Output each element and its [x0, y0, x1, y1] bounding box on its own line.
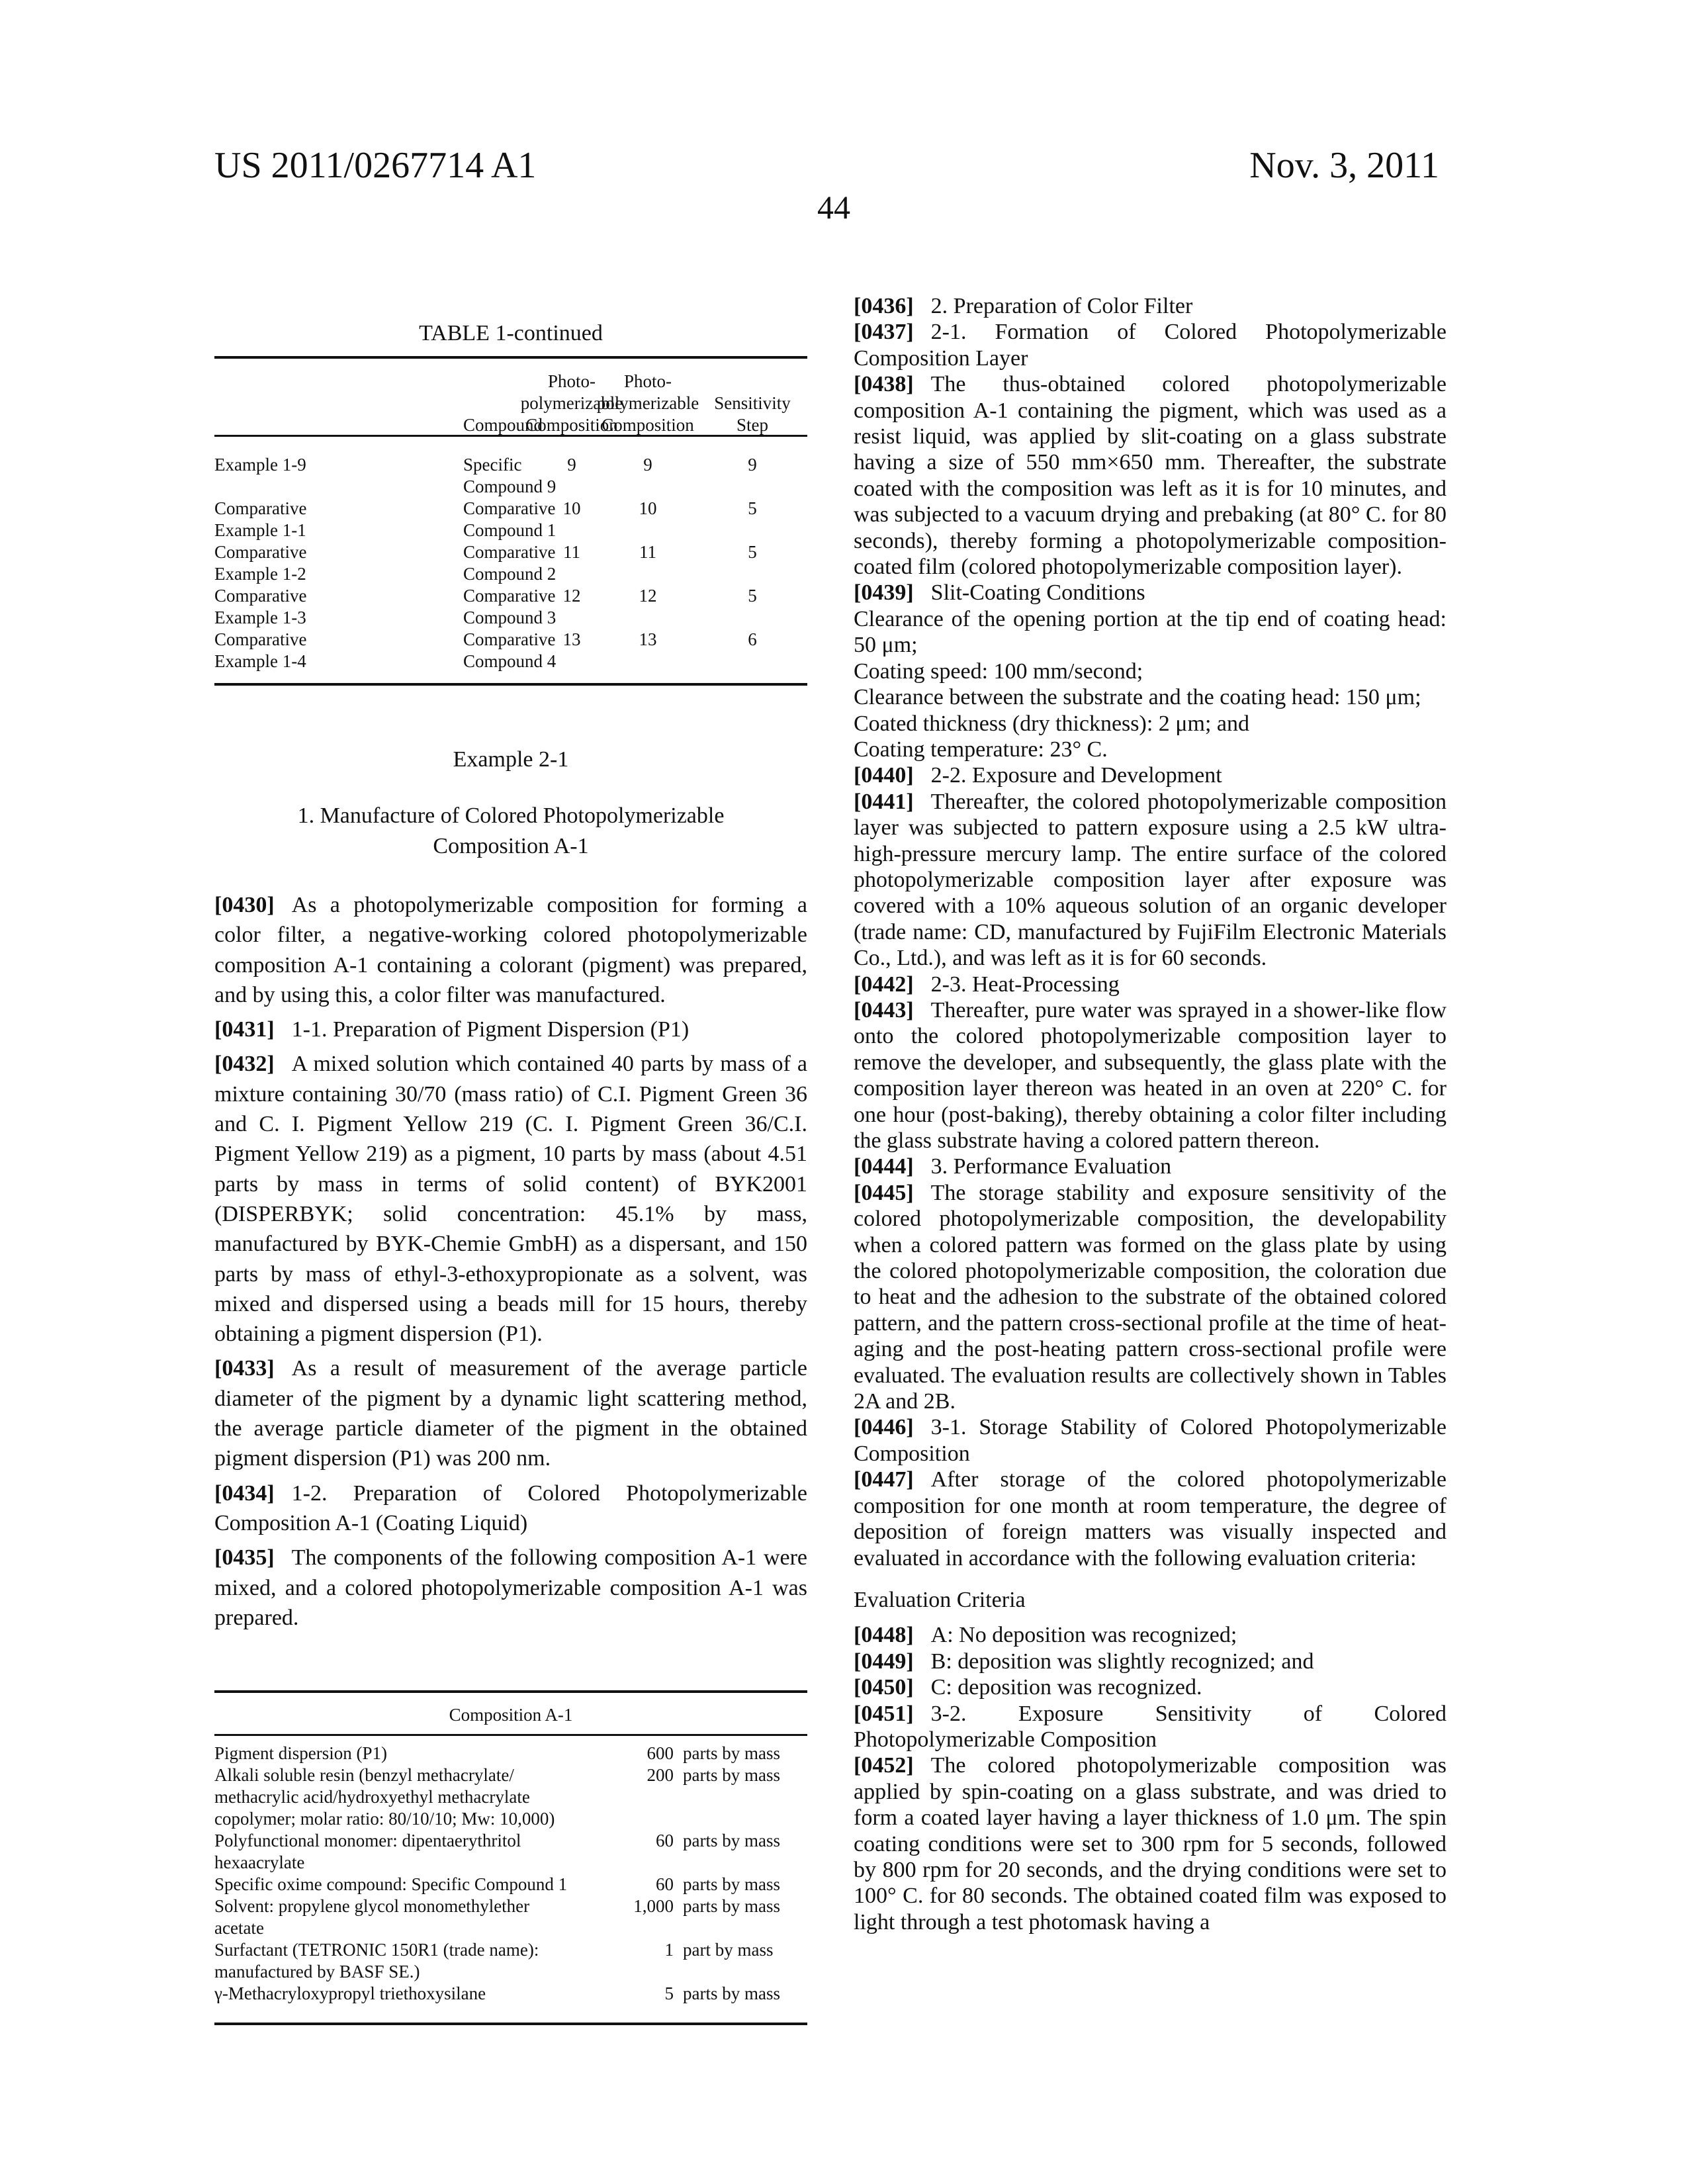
paragraph-text: The components of the following composition A-1 were mixed, and a colored photopolymerizable composition A-1 was prepared.	[214, 1545, 807, 1630]
composition-number-2: 13	[582, 629, 714, 651]
paragraph-number: [0445]	[854, 1181, 914, 1205]
subheading	[854, 1587, 1447, 1613]
paragraph	[854, 1180, 1447, 1415]
ingredient-amount: 200	[585, 1764, 674, 1786]
paragraph	[214, 1353, 807, 1473]
paragraph	[854, 1649, 1447, 1674]
composition-number: 9	[506, 454, 638, 476]
paragraph-number: [0430]	[214, 893, 275, 917]
paragraph	[854, 789, 1447, 972]
paragraph	[854, 1467, 1447, 1571]
paragraph	[854, 972, 1447, 997]
table1-header-cell: Compound	[463, 414, 543, 436]
section-heading-line2: Composition A-1	[214, 831, 807, 862]
ingredient-unit: parts by mass	[683, 1874, 780, 1895]
table1-header-cell: Sensitivity	[697, 392, 807, 414]
ingredient-amount: 1,000	[585, 1895, 674, 1917]
composition-number-2: 12	[582, 585, 714, 607]
ingredient-name: Alkali soluble resin (benzyl methacrylate/	[214, 1764, 514, 1786]
paragraph	[854, 1622, 1447, 1648]
sensitivity-step: 5	[697, 498, 807, 520]
paragraph-text: 2-2. Exposure and Development	[931, 763, 1222, 788]
sensitivity-step: 9	[697, 454, 807, 476]
compound-name: Compound 4	[463, 651, 556, 672]
paragraph-number: [0450]	[854, 1675, 914, 1700]
table1-header-cell: Step	[697, 414, 807, 436]
compound-name: Comparative	[463, 541, 555, 563]
paragraph	[854, 737, 1447, 762]
table1-header-cell: polymerizable	[506, 392, 638, 414]
paragraph-number: [0451]	[854, 1702, 914, 1726]
composition-number: 13	[506, 629, 638, 651]
sensitivity-step: 5	[697, 585, 807, 607]
row-label: Comparative	[214, 498, 306, 520]
paragraph-text: As a result of measurement of the average particle diameter of the pigment by a dynamic light scattering method, the average particle diameter of the pigment in the obtained pigment dispersion (P1) was 200 nm.	[214, 1356, 807, 1471]
composition-number: 11	[506, 541, 638, 563]
paragraph	[854, 293, 1447, 319]
compound-name: Comparative	[463, 629, 555, 651]
paragraph	[214, 890, 807, 1010]
composition-bottom-rule	[214, 2023, 807, 2025]
ingredient-unit: parts by mass	[683, 1895, 780, 1917]
row-label: Comparative	[214, 629, 306, 651]
paragraph	[854, 1154, 1447, 1179]
paragraph-number: [0432]	[214, 1052, 275, 1076]
paragraph-number: [0439]	[854, 580, 914, 605]
section-heading-line1: 1. Manufacture of Colored Photopolymerizable	[214, 801, 807, 831]
composition-number-2: 10	[582, 498, 714, 520]
table1-header-cell: polymerizable	[582, 392, 714, 414]
paragraph	[854, 319, 1447, 371]
paragraph-text: Thereafter, pure water was sprayed in a shower-like flow onto the colored photopolymerizable composition layer to remove the developer, and subsequently, the glass plate with the composition layer thereon was heated in an oven at 220° C. for one hour (post-baking), thereby obtaining a color filter including the glass substrate having a colored pattern thereon.	[854, 998, 1447, 1153]
composition-number-2: 9	[582, 454, 714, 476]
table1-header-cell: Composition	[506, 414, 638, 436]
row-label: Comparative	[214, 585, 306, 607]
paragraph	[854, 580, 1447, 606]
paragraph	[854, 711, 1447, 737]
paragraph-number: [0447]	[854, 1467, 914, 1492]
ingredient-unit: parts by mass	[683, 1983, 780, 2005]
ingredient-name: copolymer; molar ratio: 80/10/10; Mw: 10,000)	[214, 1808, 555, 1830]
publication-date: Nov. 3, 2011	[1249, 144, 1439, 187]
ingredient-amount: 5	[585, 1983, 674, 2005]
paragraph-number: [0449]	[854, 1649, 914, 1674]
compound-name: Comparative	[463, 498, 555, 520]
sensitivity-step: 6	[697, 629, 807, 651]
composition-number-2: 11	[582, 541, 714, 563]
composition-number: 10	[506, 498, 638, 520]
ingredient-name: Solvent: propylene glycol monomethylether	[214, 1895, 529, 1917]
table1-bottom-rule	[214, 683, 807, 686]
compound-name: Compound 3	[463, 607, 556, 629]
compound-name: Compound 9	[463, 476, 556, 498]
ingredient-unit: part by mass	[683, 1939, 773, 1961]
paragraph	[854, 997, 1447, 1154]
ingredient-unit: parts by mass	[683, 1743, 780, 1764]
paragraph-text: Evaluation Criteria	[854, 1588, 1026, 1612]
paragraph-number: [0436]	[854, 294, 914, 318]
paragraph	[854, 1701, 1447, 1753]
table1-header-cell: Photo-	[506, 371, 638, 392]
ingredient-unit: parts by mass	[683, 1764, 780, 1786]
paragraph-text: B: deposition was slightly recognized; and	[931, 1649, 1314, 1674]
paragraph-text: 2-3. Heat-Processing	[931, 972, 1120, 997]
paragraph	[214, 1543, 807, 1633]
row-label: Example 1-1	[214, 520, 306, 541]
ingredient-name: manufactured by BASF SE.)	[214, 1961, 420, 1983]
example-heading: Example 2-1	[214, 745, 807, 775]
ingredient-amount: 60	[585, 1830, 674, 1852]
ingredient-amount: 60	[585, 1874, 674, 1895]
paragraph-text: 1-2. Preparation of Colored Photopolymerizable Composition A-1 (Coating Liquid)	[214, 1481, 807, 1535]
paragraph	[854, 1674, 1447, 1700]
paragraph-number: [0446]	[854, 1415, 914, 1439]
paragraph-number: [0444]	[854, 1154, 914, 1179]
paragraph	[214, 1049, 807, 1349]
table1-top-rule	[214, 356, 807, 359]
table1-title: TABLE 1-continued	[214, 321, 807, 346]
paragraph-number: [0437]	[854, 320, 914, 344]
paragraph-text: A mixed solution which contained 40 parts by mass of a mixture containing 30/70 (mass ratio) of C.I. Pigment Green 36 and C. I. Pigment Yellow 219 (C. I. Pigment Green 36/C.I. Pigment Yellow 219) as a pigment, 10 parts by mass (about 4.51 parts by mass in terms of solid content) of BYK2001 (DISPERBYK; solid concentration: 45.1% by mass, manufactured by BYK-Chemie GmbH) as a dispersant, and 150 parts by mass of ethyl-3-ethoxypropionate as a solvent, was mixed and dispersed using a beads mill for 15 hours, thereby obtaining a pigment dispersion (P1).	[214, 1052, 807, 1346]
paragraph	[854, 684, 1447, 710]
table1-header-rule	[214, 435, 807, 437]
paragraph	[854, 659, 1447, 684]
patent-number: US 2011/0267714 A1	[214, 144, 536, 187]
paragraph	[214, 1479, 807, 1539]
ingredient-name: acetate	[214, 1917, 264, 1939]
composition-number: 12	[506, 585, 638, 607]
paragraph-number: [0435]	[214, 1545, 275, 1570]
paragraph-text: The thus-obtained colored photopolymerizable composition A-1 containing the pigment, which was used as a resist liquid, was applied by slit-coating on a glass substrate having a size of 550 mm×650 mm. Thereafter, the substrate coated with the composition was left as it is for 10 minutes, and was subjected to a vacuum drying and prebaking (at 80° C. for 80 seconds), thereby forming a photopolymerizable composition-coated film (colored photopolymerizable composition layer).	[854, 372, 1447, 579]
compound-name: Compound 1	[463, 520, 556, 541]
row-label: Example 1-2	[214, 563, 306, 585]
composition-header-rule	[214, 1734, 807, 1736]
paragraph-number: [0442]	[854, 972, 914, 997]
left-column-text	[214, 890, 807, 1637]
paragraph-text: As a photopolymerizable composition for forming a color filter, a negative-working colored photopolymerizable composition A-1 containing a colorant (pigment) was prepared, and by using this, a color filter was manufactured.	[214, 893, 807, 1007]
row-label: Comparative	[214, 541, 306, 563]
paragraph-text: 3-1. Storage Stability of Colored Photopolymerizable Composition	[854, 1415, 1447, 1465]
compound-name: Comparative	[463, 585, 555, 607]
table1-header-cell: Photo-	[582, 371, 714, 392]
row-label: Example 1-9	[214, 454, 306, 476]
paragraph-text: The storage stability and exposure sensitivity of the colored photopolymerizable composition, the developability when a colored pattern was formed on the glass plate by using the colored photopolymerizable composition, the coloration due to heat and the adhesion to the substrate of the obtained colored pattern, and the pattern cross-sectional profile at the time of heat-aging and the post-heating pattern cross-sectional profile were evaluated. The evaluation results are collectively shown in Tables 2A and 2B.	[854, 1181, 1447, 1414]
paragraph-text: Clearance between the substrate and the coating head: 150 μm;	[854, 685, 1421, 709]
ingredient-unit: parts by mass	[683, 1830, 780, 1852]
paragraph-text: 1-1. Preparation of Pigment Dispersion (P1)	[292, 1017, 690, 1042]
paragraph-number: [0452]	[854, 1753, 914, 1778]
composition-title: Composition A-1	[214, 1705, 807, 1725]
paragraph-text: 2. Preparation of Color Filter	[931, 294, 1193, 318]
paragraph-number: [0431]	[214, 1017, 275, 1042]
paragraph-text: C: deposition was recognized.	[931, 1675, 1202, 1700]
table1-header-cell: Composition	[582, 414, 714, 436]
paragraph-text: After storage of the colored photopolymerizable composition for one month at room temperature, the degree of deposition of foreign matters was visually inspected and evaluated in accordance with the following evaluation criteria:	[854, 1467, 1447, 1570]
page-number: 44	[781, 188, 887, 226]
paragraph-number: [0434]	[214, 1481, 275, 1506]
composition-top-rule	[214, 1690, 807, 1693]
compound-name: Specific	[463, 454, 521, 476]
ingredient-name: γ-Methacryloxypropyl triethoxysilane	[214, 1983, 486, 2005]
paragraph-text: The colored photopolymerizable composition was applied by spin-coating on a glass substrate, and was dried to form a coated layer having a layer thickness of 1.0 μm. The spin coating conditions were set to 300 rpm for 5 seconds, followed by 800 rpm for 20 seconds, and the drying conditions were set to 100° C. for 80 seconds. The obtained coated film was exposed to light through a test photomask having a	[854, 1753, 1447, 1934]
ingredient-name: methacrylic acid/hydroxyethyl methacrylate	[214, 1786, 530, 1808]
paragraph-text: 3-2. Exposure Sensitivity of Colored Photopolymerizable Composition	[854, 1702, 1447, 1752]
paragraph-text: A: No deposition was recognized;	[931, 1623, 1237, 1647]
paragraph-text: 2-1. Formation of Colored Photopolymerizable Composition Layer	[854, 320, 1447, 370]
paragraph-text: Slit-Coating Conditions	[931, 580, 1145, 605]
paragraph-text: Coating temperature: 23° C.	[854, 737, 1108, 762]
paragraph-number: [0443]	[854, 998, 914, 1023]
ingredient-name: hexaacrylate	[214, 1852, 304, 1874]
paragraph	[854, 1752, 1447, 1935]
ingredient-name: Specific oxime compound: Specific Compound 1	[214, 1874, 567, 1895]
ingredient-name: Pigment dispersion (P1)	[214, 1743, 387, 1764]
ingredient-amount: 600	[585, 1743, 674, 1764]
paragraph	[854, 371, 1447, 580]
ingredient-name: Polyfunctional monomer: dipentaerythritol	[214, 1830, 521, 1852]
paragraph-text: Coating speed: 100 mm/second;	[854, 659, 1143, 684]
paragraph-text: Clearance of the opening portion at the tip end of coating head: 50 μm;	[854, 607, 1447, 657]
right-column-text	[854, 293, 1447, 1935]
row-label: Example 1-4	[214, 651, 306, 672]
paragraph-text: Thereafter, the colored photopolymerizable composition layer was subjected to pattern exposure using a 2.5 kW ultra-high-pressure mercury lamp. The entire surface of the colored photopolymerizable composition layer after exposure was covered with a 10% aqueous solution of an organic developer (trade name: CD, manufactured by FujiFilm Electronic Materials Co., Ltd.), and was left as it is for 60 seconds.	[854, 790, 1447, 970]
paragraph-number: [0440]	[854, 763, 914, 788]
paragraph	[854, 606, 1447, 659]
paragraph-text: 3. Performance Evaluation	[931, 1154, 1171, 1179]
paragraph	[214, 1015, 807, 1044]
sensitivity-step: 5	[697, 541, 807, 563]
paragraph-number: [0433]	[214, 1356, 275, 1381]
ingredient-name: Surfactant (TETRONIC 150R1 (trade name):	[214, 1939, 539, 1961]
paragraph-number: [0438]	[854, 372, 914, 396]
paragraph-text: Coated thickness (dry thickness): 2 μm; and	[854, 711, 1249, 736]
paragraph-number: [0448]	[854, 1623, 914, 1647]
compound-name: Compound 2	[463, 563, 556, 585]
paragraph-number: [0441]	[854, 790, 914, 814]
row-label: Example 1-3	[214, 607, 306, 629]
ingredient-amount: 1	[585, 1939, 674, 1961]
paragraph	[854, 1414, 1447, 1467]
paragraph	[854, 762, 1447, 788]
